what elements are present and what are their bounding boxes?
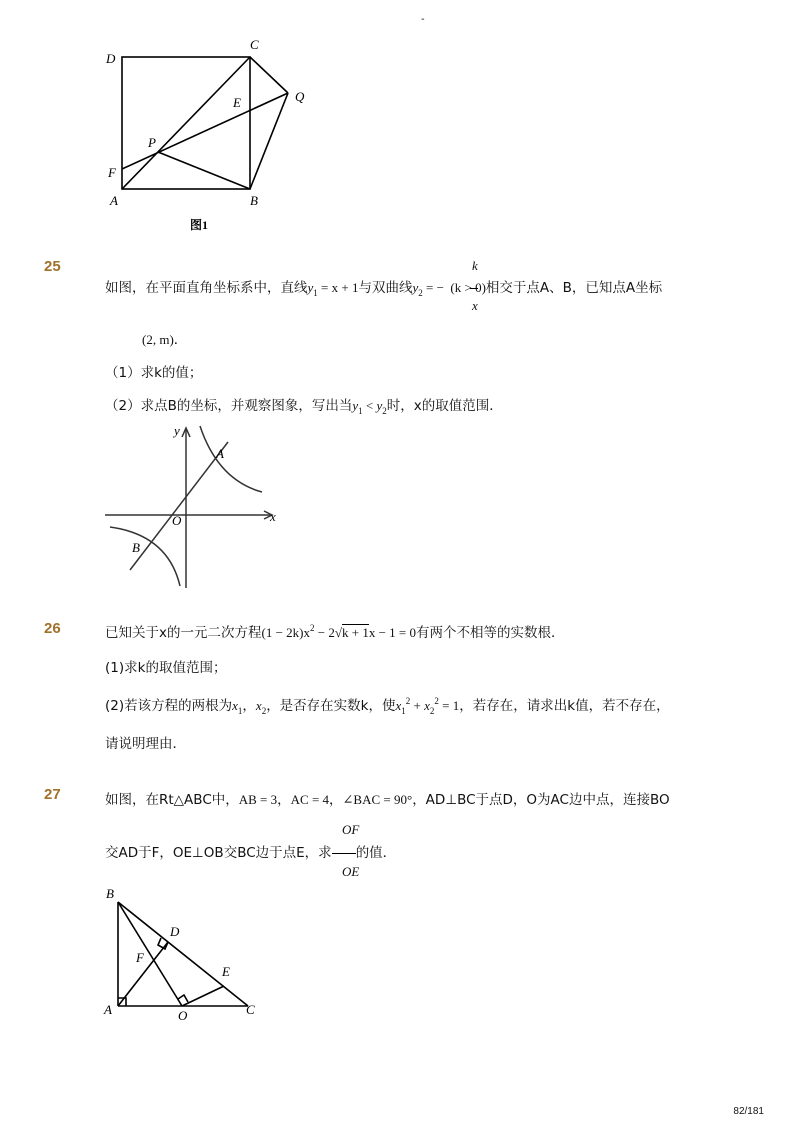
top-mark: - xyxy=(421,14,425,25)
q26-part2: (2)若该方程的两根为$x_1$，$x_2$，是否存在实数k，使$x_1^2 + x_2^2 = 1$，若存在，请求出k值，若不存在， xyxy=(105,696,670,716)
point-a-label: A xyxy=(216,446,224,461)
label-C: C xyxy=(250,37,259,52)
fig27-label-F: F xyxy=(136,950,144,965)
figure-caption: 图1 xyxy=(190,218,209,232)
q25-frac-denominator: x xyxy=(472,298,478,313)
q25-line1: 如图，在平面直角坐标系中，直线$y_1 = x + 1$与双曲线$y_2$ = − (k > 0)相交于点A、B，已知点A坐标 xyxy=(105,280,663,298)
q27-frac-numerator: OF xyxy=(342,822,360,837)
label-F: F xyxy=(108,165,116,180)
origin-label: O xyxy=(172,513,182,528)
axis-x-label: x xyxy=(270,509,276,524)
q27-line2: 交AD于F，OE⊥OB交BC边于点E，求 的值． xyxy=(105,845,397,861)
q27-line1: 如图，在Rt△ABC中，AB = 3，AC = 4，∠BAC = 90°，AD⊥BC于点D，O为AC边中点，连接BO xyxy=(105,792,670,808)
fig27-label-A: A xyxy=(104,1002,112,1017)
q25-part2: （2）求点B的坐标，并观察图象，写出当$y_1 < y_2$时，x的取值范围． xyxy=(105,398,503,416)
label-P: P xyxy=(148,135,156,150)
q27-frac-denominator: OE xyxy=(342,864,360,879)
fig27-label-O: O xyxy=(178,1008,188,1023)
question-number-26: 26 xyxy=(44,620,61,637)
label-D: D xyxy=(106,51,116,66)
figure-1 xyxy=(100,35,320,240)
question-number-27: 27 xyxy=(44,786,61,803)
q26-line1: 已知关于x的一元二次方程$(1 - 2k)x^2 - 2√k + 1x - 1 = 0$有两个不相等的实数根． xyxy=(105,623,565,641)
fig27-label-D: D xyxy=(170,924,180,939)
q25-graph xyxy=(100,420,285,590)
label-A: A xyxy=(110,193,118,208)
fig27-label-B: B xyxy=(106,886,114,901)
label-E: E xyxy=(233,95,241,110)
q27-figure xyxy=(100,882,270,1027)
question-number-25: 25 xyxy=(44,258,61,275)
label-B: B xyxy=(250,193,258,208)
q26-part3: 请说明理由． xyxy=(105,736,186,752)
q25-point-a: (2, m)． xyxy=(142,332,188,348)
q25-frac-numerator: k xyxy=(472,258,478,273)
point-b-label: B xyxy=(132,540,140,555)
q25-part1: （1）求k的值； xyxy=(105,365,203,381)
q26-part1: (1)求k的取值范围； xyxy=(105,660,227,676)
fig27-label-E: E xyxy=(222,964,230,979)
fig27-label-C: C xyxy=(246,1002,255,1017)
axis-y-label: y xyxy=(174,423,180,438)
label-Q: Q xyxy=(295,89,305,104)
page-number: 82/181 xyxy=(733,1106,764,1117)
